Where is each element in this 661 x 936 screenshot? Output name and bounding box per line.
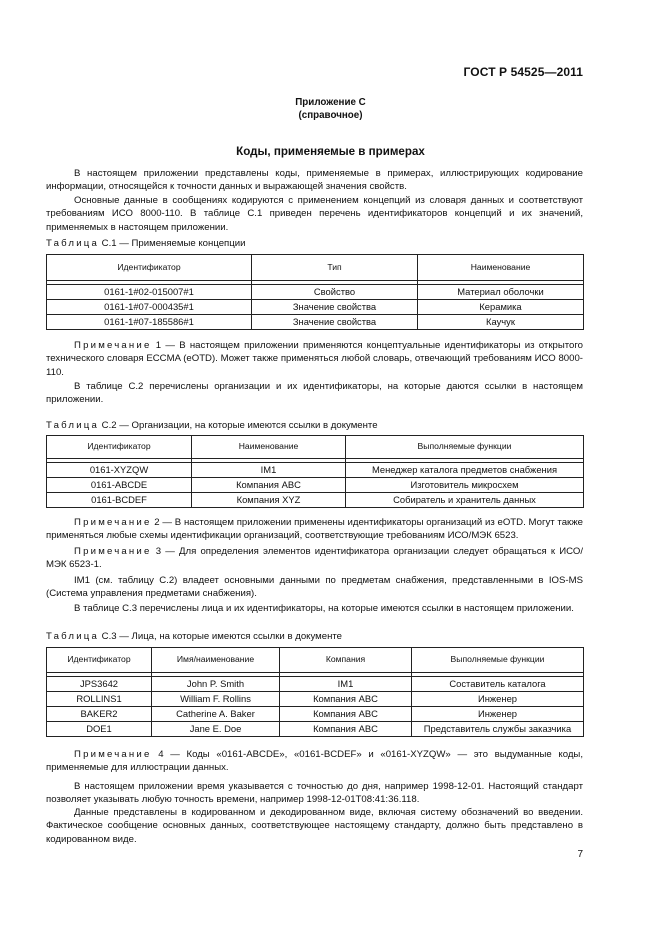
note-3-label: Примечание xyxy=(74,546,152,557)
table-cell: IM1 xyxy=(192,463,346,478)
table-cell: William F. Rollins xyxy=(152,692,280,707)
standard-header: ГОСТ Р 54525—2011 xyxy=(463,65,583,79)
table-header-cell: Выполняемые функции xyxy=(412,648,584,673)
table-row xyxy=(47,722,584,737)
note-1-text: 1 — В настоящем приложении применяются концептуальные идентификаторы из открытого технического словаря ECCMA (eOTD). Может также применяться любой словарь, отвечающий требованиям ИСО 8000-110. xyxy=(46,340,583,378)
table-cell: Материал оболочки xyxy=(418,285,584,300)
table-cell: Инженер xyxy=(412,707,584,722)
table2-intro-paragraph: В таблице С.2 перечислены организации и их идентификаторы, на которые даются ссылки в настоящем приложении. xyxy=(46,381,583,406)
table-header-row xyxy=(47,648,584,673)
table2-caption-text: С.2 — Организации, на которые имеются ссылки в документе xyxy=(99,420,378,431)
table-c3-persons xyxy=(46,647,584,737)
note-2 xyxy=(46,516,583,543)
table-cell: IM1 xyxy=(280,677,412,692)
table-cell: Инженер xyxy=(412,692,584,707)
table-row xyxy=(47,692,584,707)
note-4 xyxy=(46,748,583,775)
table3-caption-text: С.3 — Лица, на которые имеются ссылки в документе xyxy=(99,631,343,642)
table-row xyxy=(47,677,584,692)
table-c2-organizations xyxy=(46,435,584,508)
table-cell: Менеджер каталога предметов снабжения xyxy=(346,463,584,478)
table-cell: Значение свойства xyxy=(252,315,418,330)
table-cell: Компания ABC xyxy=(280,722,412,737)
table-header-cell: Наименование xyxy=(418,255,584,281)
table-header-cell: Идентификатор xyxy=(47,255,252,281)
table-cell: Изготовитель микросхем xyxy=(346,478,584,493)
table-header-cell: Наименование xyxy=(192,436,346,459)
table-header-cell: Идентификатор xyxy=(47,648,152,673)
note-1-label: Примечание xyxy=(74,340,152,351)
table-cell: Представитель службы заказчика xyxy=(412,722,584,737)
table-row xyxy=(47,463,584,478)
im1-paragraph: IM1 (см. таблицу С.2) владеет основными данными по предметам снабжения, представленными в IOS-MS (Система управления предметами снабжения). xyxy=(46,575,583,600)
table-cell: Компания ABC xyxy=(280,692,412,707)
table-header-cell: Тип xyxy=(252,255,418,281)
table-cell: Значение свойства xyxy=(252,300,418,315)
note-4-text: 4 — Коды «0161-ABCDE», «0161-BCDEF» и «0161-XYZQW» — это выдуманные коды, применяемые для иллюстрации данных. xyxy=(46,749,583,774)
table-c1-concepts xyxy=(46,254,584,330)
page-number: 7 xyxy=(577,849,583,860)
table-cell: Составитель каталога xyxy=(412,677,584,692)
table-header-cell: Идентификатор xyxy=(47,436,192,459)
table-cell: Компания ABC xyxy=(192,478,346,493)
table1-caption-text: С.1 — Применяемые концепции xyxy=(99,238,246,249)
table2-caption xyxy=(46,419,378,432)
page-title: Коды, применяемые в примерах xyxy=(236,145,425,158)
table3-caption xyxy=(46,630,342,643)
table-cell: Каучук xyxy=(418,315,584,330)
table-cell: 0161-1#07-000435#1 xyxy=(47,300,252,315)
table-cell: JPS3642 xyxy=(47,677,152,692)
table1-caption-word: Таблица xyxy=(46,238,100,249)
table-header-cell: Выполняемые функции xyxy=(346,436,584,459)
table3-caption-word: Таблица xyxy=(46,631,100,642)
table-cell: Jane E. Doe xyxy=(152,722,280,737)
table-row xyxy=(47,285,584,300)
table-cell: DOE1 xyxy=(47,722,152,737)
table-cell: 0161-BCDEF xyxy=(47,493,192,508)
table-cell: Компания ABC xyxy=(280,707,412,722)
table-row xyxy=(47,493,584,508)
table3-intro-paragraph: В таблице С.3 перечислены лица и их идентификаторы, на которые имеются ссылки в настоящем приложении. xyxy=(74,603,574,614)
note-3-text: 3 — Для определения элементов идентификатора организации следует обращаться к ИСО/МЭК 6523-1. xyxy=(46,546,583,571)
table-cell: Свойство xyxy=(252,285,418,300)
appendix-type: (справочное) xyxy=(298,110,363,121)
note-4-label: Примечание xyxy=(74,749,152,760)
table-header-row xyxy=(47,436,584,459)
note-1 xyxy=(46,339,583,379)
table-cell: Компания XYZ xyxy=(192,493,346,508)
table-cell: 0161-ABCDE xyxy=(47,478,192,493)
table2-caption-word: Таблица xyxy=(46,420,100,431)
intro-paragraph-2: Основные данные в сообщениях кодируются с применением концепций из словаря данных и соответствуют требованиям ИСО 8000-110. В таблице С.1 приведен перечень идентификаторов концепций и их значений, применяемых в настоящем приложении. xyxy=(46,195,583,233)
table-header-cell: Компания xyxy=(280,648,412,673)
note-3 xyxy=(46,545,583,572)
table-cell: 0161-1#02-015007#1 xyxy=(47,285,252,300)
intro-paragraph-1: В настоящем приложении представлены коды, применяемые в примерах, иллюстрирующих кодирование информации, относящейся к точности данных и выражающей значения свойств. xyxy=(46,168,583,193)
table-cell: Керамика xyxy=(418,300,584,315)
table-row xyxy=(47,478,584,493)
table1-caption xyxy=(46,237,245,250)
table-cell: BAKER2 xyxy=(47,707,152,722)
time-precision-paragraph: В настоящем приложении время указывается с точностью до дня, например 1998-12-01. Настоящий стандарт позволяет указывать любую точность времени, например 1998-12-01T08:41:36.118. xyxy=(46,781,583,806)
table-cell: ROLLINS1 xyxy=(47,692,152,707)
table-cell: Catherine A. Baker xyxy=(152,707,280,722)
table-cell: 0161-1#07-185586#1 xyxy=(47,315,252,330)
table-cell: 0161-XYZQW xyxy=(47,463,192,478)
table-cell: Собиратель и хранитель данных xyxy=(346,493,584,508)
table-header-row xyxy=(47,255,584,281)
table-row xyxy=(47,300,584,315)
note-2-label: Примечание xyxy=(74,517,152,528)
final-paragraph: Данные представлены в кодированном и декодированном виде, включая систему обозначений во введении. Фактическое сообщение основных данных, соответствующее настоящему стандарту, должно быть представлено в кодированном виде. xyxy=(46,807,583,845)
appendix-label: Приложение С xyxy=(295,97,366,108)
table-header-cell: Имя/наименование xyxy=(152,648,280,673)
table-row xyxy=(47,707,584,722)
table-cell: John P. Smith xyxy=(152,677,280,692)
note-2-text: 2 — В настоящем приложении применены идентификаторы организаций из eOTD. Могут также применяться любые схемы идентификации организаций, соответствующие требованиям ИСО/МЭК 6523. xyxy=(46,517,583,542)
table-row xyxy=(47,315,584,330)
